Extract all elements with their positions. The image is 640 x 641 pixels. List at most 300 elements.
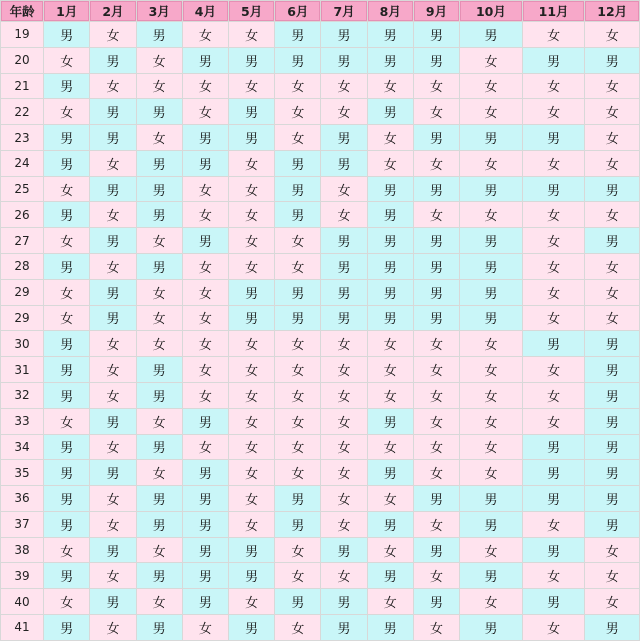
gender-cell: 女 bbox=[183, 202, 228, 227]
gender-cell: 女 bbox=[275, 563, 320, 588]
table-row bbox=[1, 177, 639, 202]
gender-cell: 男 bbox=[137, 615, 182, 640]
gender-cell: 女 bbox=[321, 435, 366, 460]
gender-cell: 女 bbox=[368, 435, 413, 460]
gender-cell: 女 bbox=[585, 125, 639, 150]
gender-cell: 女 bbox=[414, 409, 459, 434]
gender-cell: 女 bbox=[585, 151, 639, 176]
age-cell: 31 bbox=[1, 357, 43, 382]
gender-cell: 女 bbox=[183, 435, 228, 460]
gender-cell: 女 bbox=[321, 177, 366, 202]
gender-cell: 女 bbox=[90, 435, 135, 460]
gender-cell: 男 bbox=[321, 306, 366, 331]
gender-cell: 男 bbox=[414, 125, 459, 150]
gender-cell: 女 bbox=[44, 538, 89, 563]
gender-cell: 男 bbox=[183, 486, 228, 511]
gender-cell: 女 bbox=[275, 383, 320, 408]
age-cell: 35 bbox=[1, 460, 43, 485]
gender-cell: 男 bbox=[321, 280, 366, 305]
gender-cell: 女 bbox=[368, 125, 413, 150]
table-row bbox=[1, 99, 639, 124]
gender-cell: 女 bbox=[585, 589, 639, 614]
gender-cell: 男 bbox=[585, 48, 639, 73]
gender-cell: 男 bbox=[460, 125, 522, 150]
gender-cell: 女 bbox=[275, 125, 320, 150]
gender-cell: 女 bbox=[585, 74, 639, 99]
gender-cell: 女 bbox=[183, 357, 228, 382]
table-row bbox=[1, 74, 639, 99]
gender-cell: 男 bbox=[90, 538, 135, 563]
gender-cell: 女 bbox=[229, 486, 274, 511]
table-row bbox=[1, 409, 639, 434]
gender-cell: 男 bbox=[90, 125, 135, 150]
gender-cell: 女 bbox=[137, 589, 182, 614]
gender-cell: 男 bbox=[137, 99, 182, 124]
gender-cell: 男 bbox=[321, 254, 366, 279]
gender-cell: 男 bbox=[321, 589, 366, 614]
gender-cell: 女 bbox=[183, 331, 228, 356]
gender-cell: 男 bbox=[523, 460, 585, 485]
gender-cell: 女 bbox=[523, 357, 585, 382]
gender-cell: 男 bbox=[44, 125, 89, 150]
gender-cell: 男 bbox=[183, 589, 228, 614]
gender-cell: 女 bbox=[275, 357, 320, 382]
age-cell: 33 bbox=[1, 409, 43, 434]
age-cell: 36 bbox=[1, 486, 43, 511]
gender-cell: 男 bbox=[137, 435, 182, 460]
month-header: 11月 bbox=[523, 1, 585, 21]
gender-cell: 男 bbox=[137, 383, 182, 408]
gender-cell: 男 bbox=[460, 22, 522, 47]
table-row bbox=[1, 357, 639, 382]
table-row bbox=[1, 512, 639, 537]
gender-cell: 女 bbox=[321, 202, 366, 227]
gender-cell: 男 bbox=[44, 435, 89, 460]
gender-cell: 男 bbox=[229, 615, 274, 640]
gender-cell: 男 bbox=[183, 228, 228, 253]
gender-cell: 男 bbox=[368, 615, 413, 640]
gender-cell: 女 bbox=[414, 435, 459, 460]
gender-cell: 男 bbox=[368, 48, 413, 73]
gender-cell: 男 bbox=[183, 409, 228, 434]
gender-cell: 女 bbox=[585, 306, 639, 331]
age-cell: 24 bbox=[1, 151, 43, 176]
gender-cell: 女 bbox=[137, 48, 182, 73]
gender-cell: 男 bbox=[585, 435, 639, 460]
gender-cell: 女 bbox=[229, 512, 274, 537]
gender-cell: 男 bbox=[460, 228, 522, 253]
gender-cell: 女 bbox=[523, 202, 585, 227]
month-header: 1月 bbox=[44, 1, 89, 21]
gender-cell: 女 bbox=[321, 99, 366, 124]
gender-cell: 女 bbox=[523, 280, 585, 305]
gender-cell: 女 bbox=[321, 357, 366, 382]
gender-cell: 女 bbox=[44, 48, 89, 73]
gender-cell: 女 bbox=[321, 409, 366, 434]
gender-cell: 男 bbox=[44, 563, 89, 588]
month-header: 3月 bbox=[137, 1, 182, 21]
gender-cell: 男 bbox=[275, 177, 320, 202]
month-header: 2月 bbox=[90, 1, 135, 21]
gender-cell: 女 bbox=[460, 99, 522, 124]
table-row bbox=[1, 125, 639, 150]
gender-cell: 男 bbox=[183, 48, 228, 73]
gender-cell: 女 bbox=[414, 512, 459, 537]
gender-cell: 男 bbox=[44, 202, 89, 227]
gender-cell: 女 bbox=[275, 99, 320, 124]
gender-cell: 女 bbox=[523, 615, 585, 640]
age-cell: 41 bbox=[1, 615, 43, 640]
gender-cell: 男 bbox=[368, 512, 413, 537]
table-row bbox=[1, 538, 639, 563]
gender-cell: 男 bbox=[183, 512, 228, 537]
gender-cell: 男 bbox=[585, 615, 639, 640]
gender-cell: 女 bbox=[44, 177, 89, 202]
age-cell: 26 bbox=[1, 202, 43, 227]
gender-cell: 女 bbox=[183, 254, 228, 279]
gender-cell: 女 bbox=[44, 99, 89, 124]
gender-cell: 男 bbox=[137, 202, 182, 227]
table-row bbox=[1, 383, 639, 408]
gender-cell: 女 bbox=[523, 383, 585, 408]
gender-cell: 女 bbox=[368, 589, 413, 614]
gender-cell: 女 bbox=[229, 331, 274, 356]
gender-cell: 男 bbox=[44, 460, 89, 485]
gender-cell: 男 bbox=[523, 486, 585, 511]
gender-cell: 男 bbox=[90, 460, 135, 485]
table-row bbox=[1, 48, 639, 73]
gender-cell: 女 bbox=[414, 99, 459, 124]
gender-cell: 女 bbox=[414, 202, 459, 227]
gender-cell: 女 bbox=[137, 125, 182, 150]
table-row bbox=[1, 589, 639, 614]
gender-cell: 男 bbox=[275, 306, 320, 331]
gender-cell: 女 bbox=[523, 74, 585, 99]
gender-cell: 男 bbox=[90, 280, 135, 305]
gender-cell: 男 bbox=[137, 177, 182, 202]
age-cell: 25 bbox=[1, 177, 43, 202]
gender-cell: 女 bbox=[321, 383, 366, 408]
month-header: 5月 bbox=[229, 1, 274, 21]
gender-cell: 女 bbox=[183, 74, 228, 99]
gender-cell: 女 bbox=[90, 357, 135, 382]
gender-cell: 女 bbox=[321, 460, 366, 485]
gender-cell: 男 bbox=[460, 563, 522, 588]
gender-cell: 男 bbox=[414, 48, 459, 73]
gender-cell: 男 bbox=[321, 615, 366, 640]
gender-cell: 女 bbox=[460, 409, 522, 434]
gender-cell: 女 bbox=[137, 228, 182, 253]
gender-cell: 男 bbox=[368, 306, 413, 331]
gender-cell: 女 bbox=[585, 280, 639, 305]
gender-cell: 男 bbox=[229, 48, 274, 73]
gender-cell: 女 bbox=[460, 460, 522, 485]
gender-cell: 女 bbox=[585, 563, 639, 588]
gender-cell: 女 bbox=[585, 22, 639, 47]
gender-cell: 女 bbox=[275, 254, 320, 279]
gender-cell: 女 bbox=[321, 331, 366, 356]
gender-cell: 女 bbox=[137, 409, 182, 434]
age-cell: 29 bbox=[1, 280, 43, 305]
gender-cell: 男 bbox=[523, 177, 585, 202]
gender-cell: 女 bbox=[414, 331, 459, 356]
gender-cell: 男 bbox=[321, 22, 366, 47]
gender-cell: 女 bbox=[523, 512, 585, 537]
gender-cell: 男 bbox=[585, 177, 639, 202]
gender-cell: 女 bbox=[90, 331, 135, 356]
gender-cell: 男 bbox=[275, 22, 320, 47]
gender-cell: 男 bbox=[460, 254, 522, 279]
age-cell: 34 bbox=[1, 435, 43, 460]
gender-cell: 女 bbox=[414, 460, 459, 485]
gender-cell: 男 bbox=[368, 228, 413, 253]
gender-cell: 男 bbox=[229, 99, 274, 124]
gender-cell: 男 bbox=[414, 486, 459, 511]
gender-cell: 男 bbox=[137, 486, 182, 511]
table-row bbox=[1, 22, 639, 47]
gender-cell: 女 bbox=[90, 22, 135, 47]
gender-cell: 男 bbox=[44, 615, 89, 640]
gender-cell: 男 bbox=[414, 228, 459, 253]
gender-cell: 女 bbox=[137, 306, 182, 331]
gender-cell: 男 bbox=[183, 538, 228, 563]
gender-cell: 男 bbox=[460, 486, 522, 511]
gender-cell: 男 bbox=[460, 280, 522, 305]
gender-cell: 女 bbox=[523, 151, 585, 176]
gender-cell: 男 bbox=[229, 538, 274, 563]
gender-cell: 男 bbox=[414, 589, 459, 614]
gender-cell: 男 bbox=[229, 125, 274, 150]
gender-cell: 女 bbox=[523, 22, 585, 47]
gender-cell: 女 bbox=[229, 202, 274, 227]
gender-cell: 男 bbox=[368, 460, 413, 485]
gender-cell: 女 bbox=[414, 383, 459, 408]
gender-cell: 女 bbox=[229, 254, 274, 279]
gender-cell: 女 bbox=[585, 538, 639, 563]
gender-cell: 男 bbox=[275, 486, 320, 511]
age-cell: 28 bbox=[1, 254, 43, 279]
month-header: 4月 bbox=[183, 1, 228, 21]
gender-cell: 男 bbox=[44, 331, 89, 356]
gender-cell: 女 bbox=[275, 228, 320, 253]
gender-cell: 女 bbox=[229, 409, 274, 434]
age-cell: 37 bbox=[1, 512, 43, 537]
gender-cell: 女 bbox=[137, 538, 182, 563]
gender-cell: 女 bbox=[368, 74, 413, 99]
gender-cell: 男 bbox=[368, 99, 413, 124]
gender-cell: 女 bbox=[275, 74, 320, 99]
gender-cell: 男 bbox=[137, 563, 182, 588]
gender-cell: 男 bbox=[44, 486, 89, 511]
gender-cell: 男 bbox=[275, 151, 320, 176]
table-row bbox=[1, 435, 639, 460]
month-header: 7月 bbox=[321, 1, 366, 21]
age-cell: 21 bbox=[1, 74, 43, 99]
gender-cell: 男 bbox=[44, 74, 89, 99]
gender-cell: 女 bbox=[321, 563, 366, 588]
corner-header: 年龄 bbox=[1, 1, 43, 21]
gender-cell: 女 bbox=[321, 486, 366, 511]
table-row bbox=[1, 460, 639, 485]
gender-cell: 男 bbox=[44, 254, 89, 279]
gender-cell: 女 bbox=[90, 512, 135, 537]
gender-cell: 女 bbox=[585, 254, 639, 279]
gender-cell: 女 bbox=[368, 331, 413, 356]
age-cell: 38 bbox=[1, 538, 43, 563]
gender-cell: 男 bbox=[368, 177, 413, 202]
gender-cell: 男 bbox=[585, 331, 639, 356]
gender-cell: 男 bbox=[523, 48, 585, 73]
gender-cell: 女 bbox=[523, 306, 585, 331]
gender-cell: 女 bbox=[229, 589, 274, 614]
gender-cell: 男 bbox=[321, 151, 366, 176]
gender-cell: 女 bbox=[460, 435, 522, 460]
gender-cell: 女 bbox=[183, 280, 228, 305]
gender-cell: 男 bbox=[44, 151, 89, 176]
gender-cell: 女 bbox=[368, 486, 413, 511]
age-cell: 20 bbox=[1, 48, 43, 73]
gender-cell: 男 bbox=[44, 383, 89, 408]
gender-cell: 女 bbox=[523, 409, 585, 434]
gender-cell: 女 bbox=[321, 512, 366, 537]
gender-cell: 女 bbox=[183, 177, 228, 202]
gender-cell: 男 bbox=[137, 151, 182, 176]
gender-cell: 女 bbox=[229, 22, 274, 47]
gender-cell: 女 bbox=[460, 383, 522, 408]
gender-cell: 女 bbox=[229, 383, 274, 408]
table-row bbox=[1, 331, 639, 356]
age-cell: 39 bbox=[1, 563, 43, 588]
age-cell: 27 bbox=[1, 228, 43, 253]
gender-cell: 女 bbox=[90, 486, 135, 511]
gender-cell: 男 bbox=[321, 538, 366, 563]
month-header: 12月 bbox=[585, 1, 639, 21]
gender-cell: 女 bbox=[229, 228, 274, 253]
gender-cell: 男 bbox=[523, 331, 585, 356]
gender-cell: 男 bbox=[137, 512, 182, 537]
gender-cell: 女 bbox=[460, 538, 522, 563]
gender-cell: 男 bbox=[414, 22, 459, 47]
gender-cell: 男 bbox=[90, 409, 135, 434]
gender-cell: 女 bbox=[585, 202, 639, 227]
gender-cell: 男 bbox=[414, 306, 459, 331]
gender-cell: 男 bbox=[523, 125, 585, 150]
gender-cell: 男 bbox=[414, 280, 459, 305]
gender-cell: 男 bbox=[523, 538, 585, 563]
gender-cell: 女 bbox=[137, 331, 182, 356]
gender-cell: 男 bbox=[585, 228, 639, 253]
gender-cell: 女 bbox=[90, 151, 135, 176]
gender-cell: 男 bbox=[321, 125, 366, 150]
gender-cell: 女 bbox=[368, 151, 413, 176]
gender-cell: 女 bbox=[523, 228, 585, 253]
gender-cell: 男 bbox=[523, 589, 585, 614]
gender-cell: 男 bbox=[229, 563, 274, 588]
table-row bbox=[1, 615, 639, 640]
gender-cell: 女 bbox=[460, 589, 522, 614]
age-cell: 40 bbox=[1, 589, 43, 614]
gender-cell: 男 bbox=[321, 48, 366, 73]
gender-cell: 女 bbox=[183, 99, 228, 124]
gender-cell: 女 bbox=[275, 331, 320, 356]
gender-cell: 女 bbox=[368, 538, 413, 563]
gender-cell: 男 bbox=[585, 460, 639, 485]
gender-cell: 女 bbox=[229, 74, 274, 99]
table-body bbox=[1, 22, 639, 640]
gender-cell: 男 bbox=[275, 589, 320, 614]
gender-cell: 女 bbox=[275, 615, 320, 640]
gender-cell: 男 bbox=[321, 228, 366, 253]
age-cell: 30 bbox=[1, 331, 43, 356]
gender-cell: 女 bbox=[44, 306, 89, 331]
gender-cell: 女 bbox=[414, 615, 459, 640]
gender-cell: 女 bbox=[44, 228, 89, 253]
gender-cell: 男 bbox=[368, 280, 413, 305]
gender-cell: 男 bbox=[275, 48, 320, 73]
gender-cell: 女 bbox=[460, 48, 522, 73]
gender-cell: 男 bbox=[90, 589, 135, 614]
gender-cell: 女 bbox=[368, 357, 413, 382]
gender-cell: 男 bbox=[44, 22, 89, 47]
gender-cell: 男 bbox=[460, 512, 522, 537]
gender-cell: 女 bbox=[90, 563, 135, 588]
gender-cell: 女 bbox=[90, 202, 135, 227]
table-row bbox=[1, 254, 639, 279]
gender-cell: 男 bbox=[460, 615, 522, 640]
gender-cell: 女 bbox=[44, 409, 89, 434]
gender-cell: 男 bbox=[137, 357, 182, 382]
gender-cell: 女 bbox=[90, 74, 135, 99]
gender-cell: 男 bbox=[368, 563, 413, 588]
gender-cell: 男 bbox=[585, 383, 639, 408]
gender-cell: 男 bbox=[90, 228, 135, 253]
gender-cell: 女 bbox=[585, 99, 639, 124]
table-row bbox=[1, 306, 639, 331]
gender-cell: 女 bbox=[183, 383, 228, 408]
gender-cell: 女 bbox=[414, 151, 459, 176]
month-header: 6月 bbox=[275, 1, 320, 21]
gender-cell: 男 bbox=[275, 512, 320, 537]
gender-cell: 男 bbox=[368, 22, 413, 47]
gender-cell: 男 bbox=[229, 306, 274, 331]
gender-cell: 男 bbox=[183, 460, 228, 485]
gender-cell: 女 bbox=[183, 22, 228, 47]
gender-cell: 女 bbox=[90, 615, 135, 640]
gender-cell: 女 bbox=[275, 538, 320, 563]
gender-cell: 女 bbox=[44, 280, 89, 305]
gender-cell: 男 bbox=[90, 177, 135, 202]
gender-cell: 女 bbox=[229, 177, 274, 202]
table-row bbox=[1, 486, 639, 511]
month-header: 8月 bbox=[368, 1, 413, 21]
gender-cell: 女 bbox=[229, 357, 274, 382]
gender-cell: 女 bbox=[460, 331, 522, 356]
table-row bbox=[1, 563, 639, 588]
age-cell: 23 bbox=[1, 125, 43, 150]
gender-cell: 女 bbox=[523, 99, 585, 124]
table-row bbox=[1, 151, 639, 176]
month-header: 9月 bbox=[414, 1, 459, 21]
gender-cell: 女 bbox=[90, 383, 135, 408]
gender-cell: 男 bbox=[414, 254, 459, 279]
gender-cell: 男 bbox=[44, 512, 89, 537]
gender-cell: 男 bbox=[585, 512, 639, 537]
gender-cell: 男 bbox=[137, 22, 182, 47]
gender-cell: 女 bbox=[523, 563, 585, 588]
month-header: 10月 bbox=[460, 1, 522, 21]
age-cell: 22 bbox=[1, 99, 43, 124]
gender-cell: 男 bbox=[137, 254, 182, 279]
